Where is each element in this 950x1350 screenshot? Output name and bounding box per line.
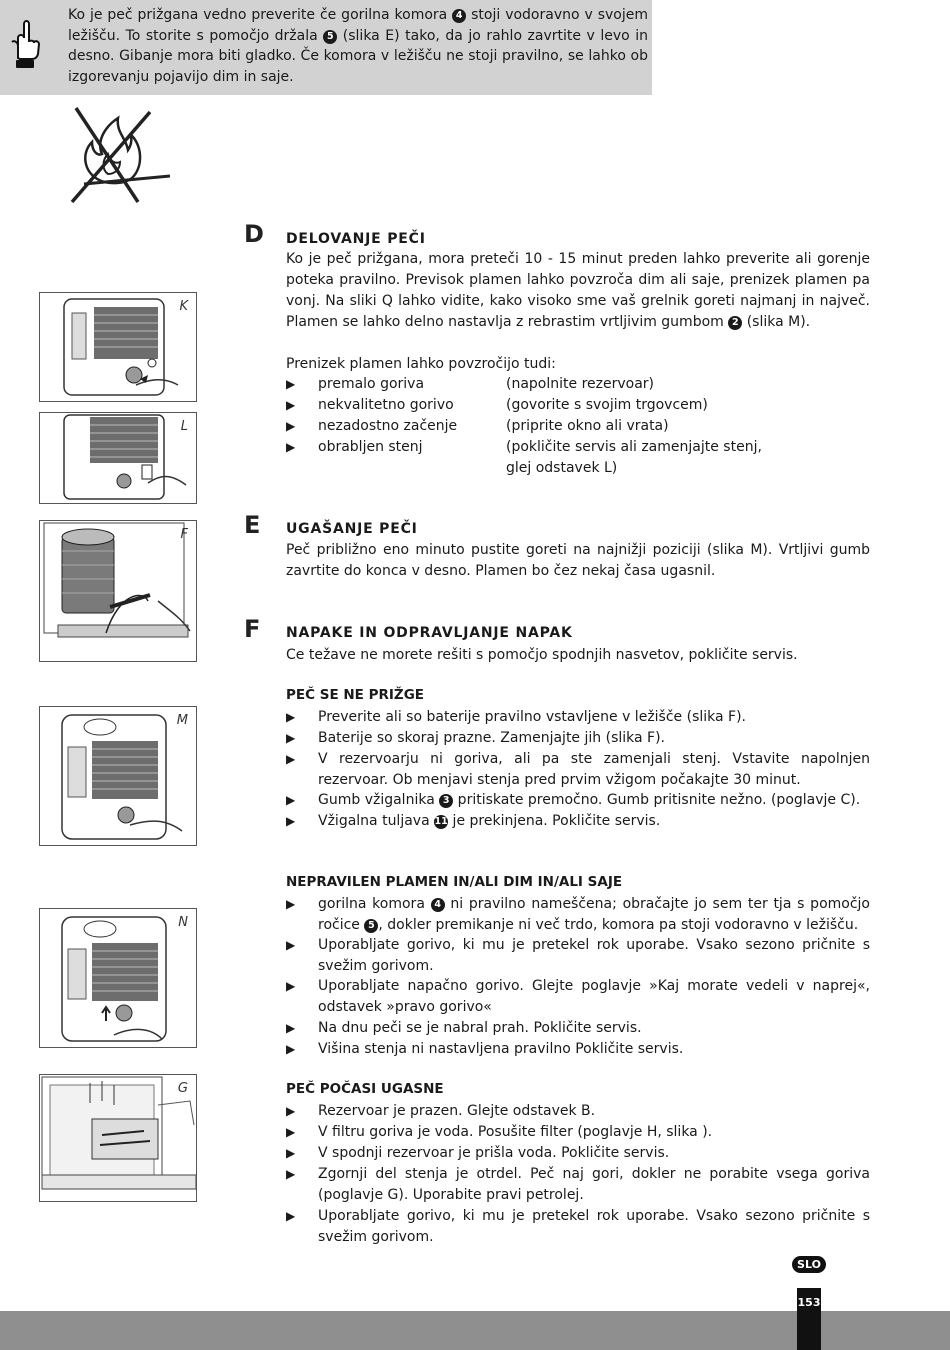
bullet-arrow-icon: ▶ [286, 1209, 296, 1223]
callout-marker: 4 [431, 898, 445, 912]
heater-illustration [40, 413, 196, 503]
battery-compartment-illustration [40, 521, 196, 661]
section-d-paragraph: Ko je peč prižgana, mora preteči 10 - 15 minut preden lahko preverite ali gorenje poteka pravilno. Previsok plamen lahko povzroča dim ali saje, prenizek plamen pa vonj. Na sliki Q lahko vidite, kako visoko sme vaš grelnik goreti najmanj in največ. Plamen se lahko delno nastavlja z rebrastim vrtljivim gumbom 2 (slika M). [286, 251, 870, 330]
list-item: ▶ Na dnu peči se je nabral prah. Pokličite servis. [286, 1018, 870, 1039]
figure-m [39, 706, 197, 846]
bullet-arrow-icon: ▶ [286, 710, 296, 724]
list-item: ▶ V filtru goriva je voda. Posušite filter (poglavje H, slika ). [286, 1122, 870, 1143]
heater-illustration [40, 293, 196, 401]
heater-illustration [40, 909, 196, 1047]
figure-l [39, 412, 197, 504]
list-item: ▶ Baterije so skoraj prazne. Zamenjajte jih (slika F). [286, 728, 870, 749]
bullet-arrow-icon: ▶ [286, 1125, 296, 1139]
bullet-arrow-icon: ▶ [286, 1146, 296, 1160]
list-item: ▶ Rezervoar je prazen. Glejte odstavek B. [286, 1101, 870, 1122]
list-item: ▶ Zgornji del stenja je otrdel. Peč naj gori, dokler ne porabite vsega goriva (poglavje G). Uporabite pravi petrolej. [286, 1166, 870, 1203]
figure-label: K [179, 299, 188, 314]
list-item: ▶ Preverite ali so baterije pravilno vstavljene v ležišče (slika F). [286, 707, 870, 728]
subsection-title: PEČ SE NE PRIŽGE [286, 687, 424, 703]
figure-label: M [176, 713, 188, 728]
list-item: ▶ Uporabljate gorivo, ki mu je pretekel rok uporabe. Vsako sezono pričnite s svežim gorivom. [286, 1208, 870, 1245]
bullet-arrow-icon: ▶ [286, 814, 296, 828]
callout-marker: 4 [452, 9, 466, 23]
figure-f [39, 520, 197, 662]
list-item: ▶ Gumb vžigalnika 3 pritiskate premočno. Gumb pritisnite nežno. (poglavje C). [286, 790, 870, 811]
heater-illustration [40, 707, 196, 845]
list-item: ▶ Uporabljate gorivo, ki mu je pretekel rok uporabe. Vsako sezono pričnite s svežim gorivom. [286, 937, 870, 974]
language-badge: SLO [792, 1256, 826, 1273]
bullet-arrow-icon: ▶ [286, 419, 296, 433]
bullet-arrow-icon: ▶ [286, 377, 296, 391]
callout-marker: 11 [434, 816, 448, 827]
bullet-arrow-icon: ▶ [286, 1167, 296, 1181]
no-open-flame-icon [62, 104, 174, 206]
figure-label: G [177, 1081, 188, 1096]
list-item: ▶ obrabljen stenj (pokličite servis ali zamenjajte stenj, glej odstavek L) [286, 439, 762, 476]
bullet-arrow-icon: ▶ [286, 793, 296, 807]
figure-k [39, 292, 197, 402]
section-title-d: DELOVANJE PEČI [286, 231, 426, 247]
page-number: 153 [797, 1296, 821, 1309]
list-item: ▶ premalo goriva (napolnite rezervoar) [286, 374, 870, 395]
bullet-arrow-icon: ▶ [286, 1104, 296, 1118]
section-f-intro: Ce težave ne morete rešiti s pomočjo spodnjih nasvetov, pokličite servis. [286, 647, 798, 663]
bullet-arrow-icon: ▶ [286, 938, 296, 952]
callout-marker: 5 [364, 919, 378, 933]
callout-marker: 2 [728, 316, 742, 330]
bullet-arrow-icon: ▶ [286, 1021, 296, 1035]
figure-label: F [180, 527, 188, 542]
section-e-paragraph: Peč približno eno minuto pustite goreti na najnižji poziciji (slika M). Vrtljivi gumb zavrtite do konca v desno. Plamen bo čez nekaj časa ugasnil. [286, 542, 870, 579]
pointing-hand-icon [8, 20, 42, 70]
warning-text: Ko je peč prižgana vedno preverite če gorilna komora 4 stoji vodoravno v svojem ležišču. To storite s pomočjo držala 5 (slika E) tako, da jo rahlo zavrtite v levo in desno. Gibanje mora biti gladko. Če komora v ležišču ne stoji pravilno, se lahko ob izgorevanju pojavijo dim in saje. [68, 7, 649, 85]
section-letter-f: F [244, 615, 261, 643]
list-item: ▶ Vžigalna tuljava 11 je prekinjena. Pokličite servis. [286, 811, 870, 832]
list-item: ▶ gorilna komora 4 ni pravilno nameščena; obračajte jo sem ter tja s pomočjo ročice 5 , dokler premikanje ni več trdo, komora pa stoji vodoravno v ležišču. [286, 896, 870, 933]
heater-detail-illustration [40, 1075, 196, 1201]
list-item: ▶ nekvalitetno gorivo (govorite s svojim trgovcem) [286, 395, 870, 416]
section-letter-e: E [244, 511, 261, 539]
bullet-arrow-icon: ▶ [286, 398, 296, 412]
figure-label: N [178, 915, 188, 930]
bullet-arrow-icon: ▶ [286, 1042, 296, 1056]
bullet-arrow-icon: ▶ [286, 979, 296, 993]
callout-marker: 3 [439, 794, 453, 808]
subsection-title: NEPRAVILEN PLAMEN IN/ALI DIM IN/ALI SAJE [286, 874, 623, 890]
list-item: ▶ nezadostno začenje (priprite okno ali vrata) [286, 416, 870, 437]
bullet-arrow-icon: ▶ [286, 752, 296, 766]
bullet-arrow-icon: ▶ [286, 440, 296, 454]
section-title-f: NAPAKE IN ODPRAVLJANJE NAPAK [286, 625, 573, 641]
page-number-tab [797, 1288, 821, 1350]
subsection-title: PEČ POČASI UGASNE [286, 1081, 444, 1097]
list-item: ▶ Uporabljate napačno gorivo. Glejte poglavje »Kaj morate vedeli v naprej«, odstavek »pravo gorivo« [286, 978, 870, 1015]
warning-box [0, 0, 652, 95]
callout-marker: 5 [323, 30, 337, 44]
section-title-e: UGAŠANJE PEČI [286, 521, 418, 537]
list-item: ▶ V spodnji rezervoar je prišla voda. Pokličite servis. [286, 1143, 870, 1164]
figure-g [39, 1074, 197, 1202]
list-item: ▶ Višina stenja ni nastavljena pravilno Pokličite servis. [286, 1039, 870, 1060]
section-letter-d: D [244, 220, 264, 248]
figure-label: L [180, 419, 188, 434]
figure-n [39, 908, 197, 1048]
list-item: ▶ V rezervoarju ni goriva, ali pa ste zamenjali stenj. Vstavite napolnjen rezervoar. Ob menjavi stenja pred prvim vžigom počakajte 30 minut. [286, 751, 870, 788]
bullet-arrow-icon: ▶ [286, 897, 296, 911]
section-d-paragraph-2: Prenizek plamen lahko povzročijo tudi: [286, 356, 556, 372]
bullet-arrow-icon: ▶ [286, 731, 296, 745]
